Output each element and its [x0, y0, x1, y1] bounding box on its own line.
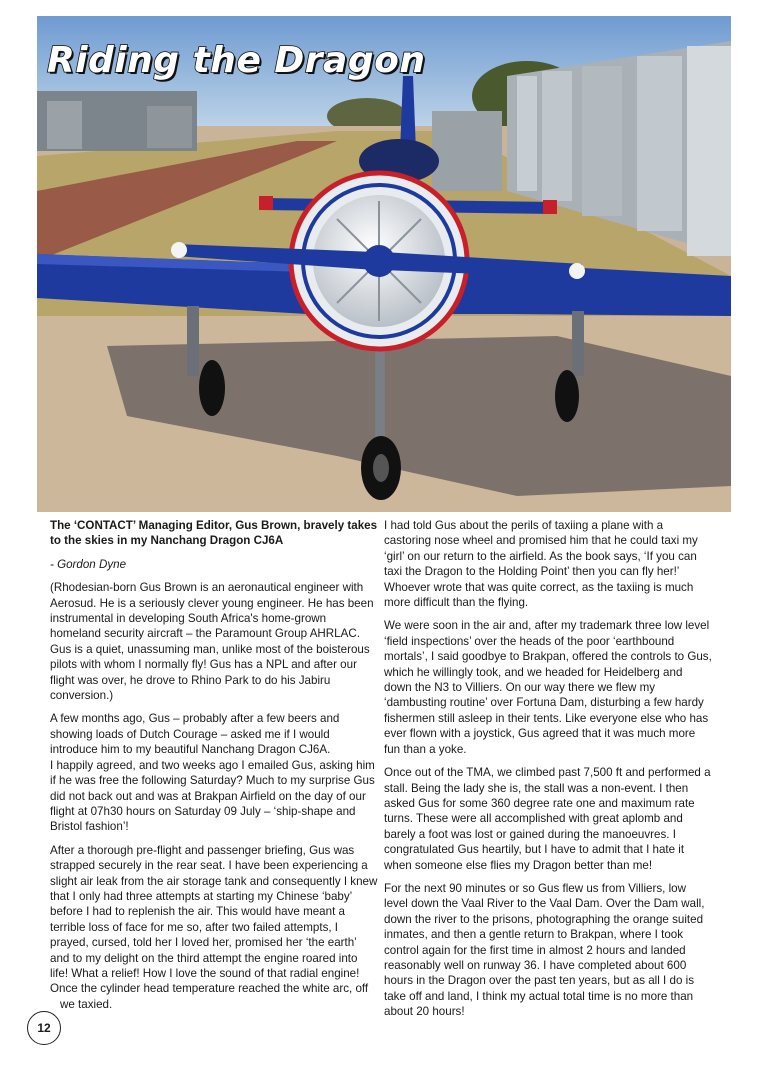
paragraph: We were soon in the air and, after my trademark three low level ‘field inspections’ over the heads of the poor ‘earthbound mortals’, I said goodbye to Brakpan, offered the controls to Gus, which he willingly took, and we headed for Heidelberg and down the N3 to Villiers. On our way there we flew my ‘dambusting routine’ over Fortuna Dam, disturbing a few hardy fishermen still asleep in their tents. Like everyone else who has ever flown with a joystick, Gus agreed that it was much more fun than a yoke.: [384, 619, 712, 756]
paragraph: I happily agreed, and two weeks ago I emailed Gus, asking him if he was free the following Saturday? Much to my surprise Gus did not back out and was at Brakpan Airfield on the day of our flight at 07h30 hours on Saturday 09 July – ‘ship-shape and Bristol fashion’!: [50, 758, 375, 834]
column-right: [384, 518, 712, 1028]
paragraph: (Rhodesian-born Gus Brown is an aeronautical engineer with Aerosud. He is a seriously clever young engineer. He has been instrumental in developing South Africa's home-grown homeland security aircraft – the Paramount Group AHRLAC. Gus is a quiet, unassuming man, unlike most of the boisterous pilots with whom I normally fly! Gus has a NPL and after our flight was over, he drove to Rhino Park to do his Jabiru conversion.): [50, 581, 374, 703]
article-title: Riding the Dragon: [47, 40, 426, 81]
byline: - Gordon Dyne: [50, 557, 127, 571]
paragraph: For the next 90 minutes or so Gus flew us from Villiers, low level down the Vaal River to the Vaal Dam. Over the Dam wall, down the river to the prisons, photographing the orange suited inmates, and then a gentle return to Brakpan, where I took control again for the first time in almost 2 hours and landed reasonably well on runway 36. I have completed about 600 hours in the Dragon over the past ten years, but as all I do is take off and land, I think my actual total time is no more than about 20 hours!: [384, 881, 705, 1019]
right-gear: [572, 311, 584, 376]
hero-photo: [37, 16, 731, 512]
left-gear: [187, 306, 199, 376]
paragraph: I had told Gus about the perils of taxiing a plane with a castoring nose wheel and promised him that he could taxi my ‘girl’ on our return to the airfield. As the book says, ‘If you can taxi the Dragon to the Holding Point’ then you can fly her!’ Whoever wrote that was quite correct, as the taxiing is much more difficult than the flying.: [384, 519, 698, 610]
spinner: [363, 245, 395, 277]
column-left: [50, 518, 378, 1020]
aircraft-illustration: [37, 16, 731, 512]
nose-gear: [375, 336, 385, 446]
article-lead: The ‘CONTACT’ Managing Editor, Gus Brown, bravely takes to the skies in my Nanchang Dragon CJ6A: [50, 519, 378, 548]
paragraph: Once out of the TMA, we climbed past 7,500 ft and performed a stall. Being the lady she is, the stall was a non-event. I then asked Gus for some 360 degree rate one and maximum rate turns. These were all accomplished with great aplomb and barely a foot was lost or gained during the manoeuvres. I congratulated Gus heartily, but I have to admit that I hate it when someone else flies my Dragon better than me!: [384, 766, 711, 872]
page-number: 12: [27, 1011, 61, 1045]
paragraph: A few months ago, Gus – probably after a few beers and showing loads of Dutch Courage – asked me if I would introduce him to my beautiful Nanchang Dragon CJ6A.: [50, 712, 340, 757]
paragraph: we taxied.: [60, 997, 113, 1011]
paragraph: After a thorough pre-flight and passenger briefing, Gus was strapped securely in the rear seat. I have been experiencing a slight air leak from the air storage tank and consequently I knew that I only had three attempts at starting my Chinese ‘baby’ before I had to replenish the air. This would have meant a terrible loss of face for me so, after two failed attempts, I prayed, cursed, told her I loved her, promised her ‘the earth’ and to my delight on the third attempt the engine roared into life! What a relief! How I love the sound of that radial engine! Once the cylinder head temperature reached the white arc, off: [50, 843, 378, 996]
